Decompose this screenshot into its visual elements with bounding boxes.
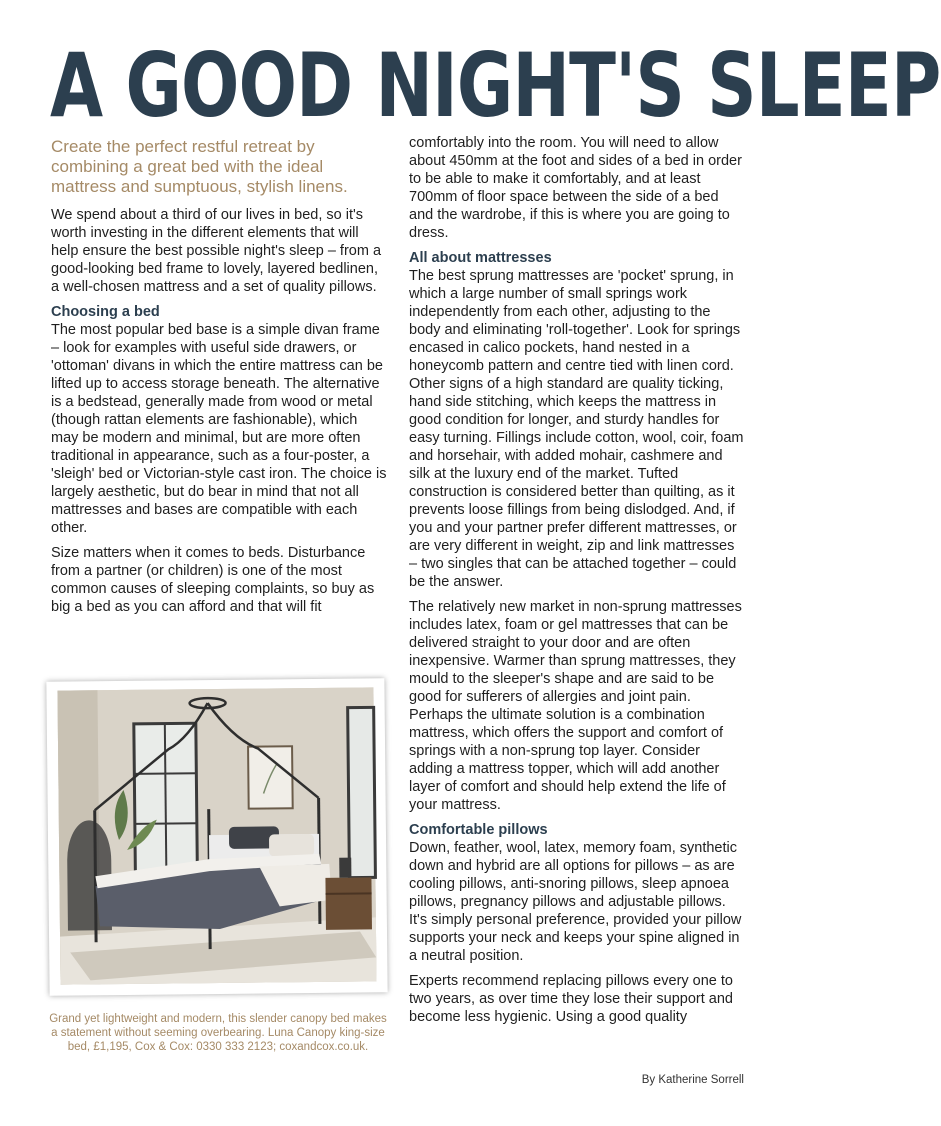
standfirst: Create the perfect restful retreat by combining a great bed with the ideal mattress and sumptuous, stylish linens. bbox=[51, 137, 348, 196]
pillows-paragraph-2: Experts recommend replacing pillows every one to two years, as over time they lose their support and become less hygienic. Using a good quality bbox=[409, 973, 733, 1025]
choosing-bed-paragraph-2: Size matters when it comes to beds. Disturbance from a partner (or children) is one of the most common causes of sleeping complaints, so buy as big a bed as you can afford and that will fit bbox=[51, 545, 375, 615]
heading-choosing-bed: Choosing a bed bbox=[51, 304, 160, 320]
left-column bbox=[51, 137, 387, 623]
pillows-paragraph-1: Down, feather, wool, latex, memory foam, synthetic down and hybrid are all options for pillows – as are cooling pillows, anti-snoring pillows, sleep apnoea pillows, pregnancy pillows and adjustable pillows. It's simply personal preference, provided your pillow supports your neck and keeps your spine aligned in a neutral position. bbox=[409, 840, 742, 964]
right-column bbox=[409, 134, 745, 1033]
choosing-bed-paragraph-1: The most popular bed base is a simple divan frame – look for examples with useful side drawers, or 'ottoman' divans in which the entire mattress can be lifted up to access storage beneath. The alternative is a bedstead, generally made from wood or metal (though rattan elements are fashionable), which may be modern and minimal, but are more often traditional in appearance, such as a four-poster, a 'sleigh' bed or Victorian-style cast iron. The choice is largely aesthetic, but do bear in mind that not all mattresses and bases are compatible with each other. bbox=[51, 322, 387, 536]
author-byline: By Katherine Sorrell bbox=[641, 1074, 744, 1086]
mattresses-paragraph-2: The relatively new market in non-sprung mattresses includes latex, foam or gel mattresses that can be delivered straight to your door and are often inexpensive. Warmer than sprung mattresses, they mould to the sleeper's shape and are said to be good for sufferers of allergies and joint pain. Perhaps the ultimate solution is a combination mattress, which offers the support and comfort of springs with a non-sprung top layer. Consider adding a mattress topper, which will add another layer of comfort and should help extend the life of your mattress. bbox=[409, 599, 742, 813]
mattresses-paragraph-1: The best sprung mattresses are 'pocket' sprung, in which a large number of small springs work independently from each other, adjusting to the body and eliminating 'roll-together'. Look for springs encased in calico pockets, hand nested in a honeycomb pattern and centre tied with linen cord. Other signs of a high standard are quality ticking, hand side stitching, which keeps the mattress in good condition for longer, and sturdy handles for easy turning. Fillings include cotton, wool, coir, foam and horsehair, with added mohair, cashmere and silk at the luxury end of the market. Tufted construction is considered better than quilting, as it prevents loose fillings from being dislodged. And, if you and your partner prefer different mattresses, or are very different in weight, zip and link mattresses – two singles that can be attached together – could be the answer. bbox=[409, 268, 744, 590]
choosing-bed-paragraph-2-continued: comfortably into the room. You will need to allow about 450mm at the foot and sides of a bed in order to be able to make it comfortably, and at least 700mm of floor space between the side of a bed and the wardrobe, if this is where you are going to dress. bbox=[409, 135, 742, 241]
intro-paragraph: We spend about a third of our lives in bed, so it's worth investing in the different elements that will help ensure the best possible night's sleep – from a good-looking bed frame to lovely, layered bedlinen, a well-chosen mattress and a set of quality pillows. bbox=[51, 207, 382, 295]
bed-photo bbox=[46, 678, 387, 996]
heading-pillows: Comfortable pillows bbox=[409, 822, 548, 838]
photo-caption: Grand yet lightweight and modern, this slender canopy bed makes a statement without seeming overbearing. Luna Canopy king-size bed, £1,195, Cox & Cox: 0330 333 2123; coxandcox.co.uk. bbox=[49, 1013, 387, 1053]
page-title: A GOOD NIGHT'S SLEEP bbox=[50, 34, 941, 137]
canopy-bed-image bbox=[57, 687, 376, 984]
heading-mattresses: All about mattresses bbox=[409, 250, 552, 266]
